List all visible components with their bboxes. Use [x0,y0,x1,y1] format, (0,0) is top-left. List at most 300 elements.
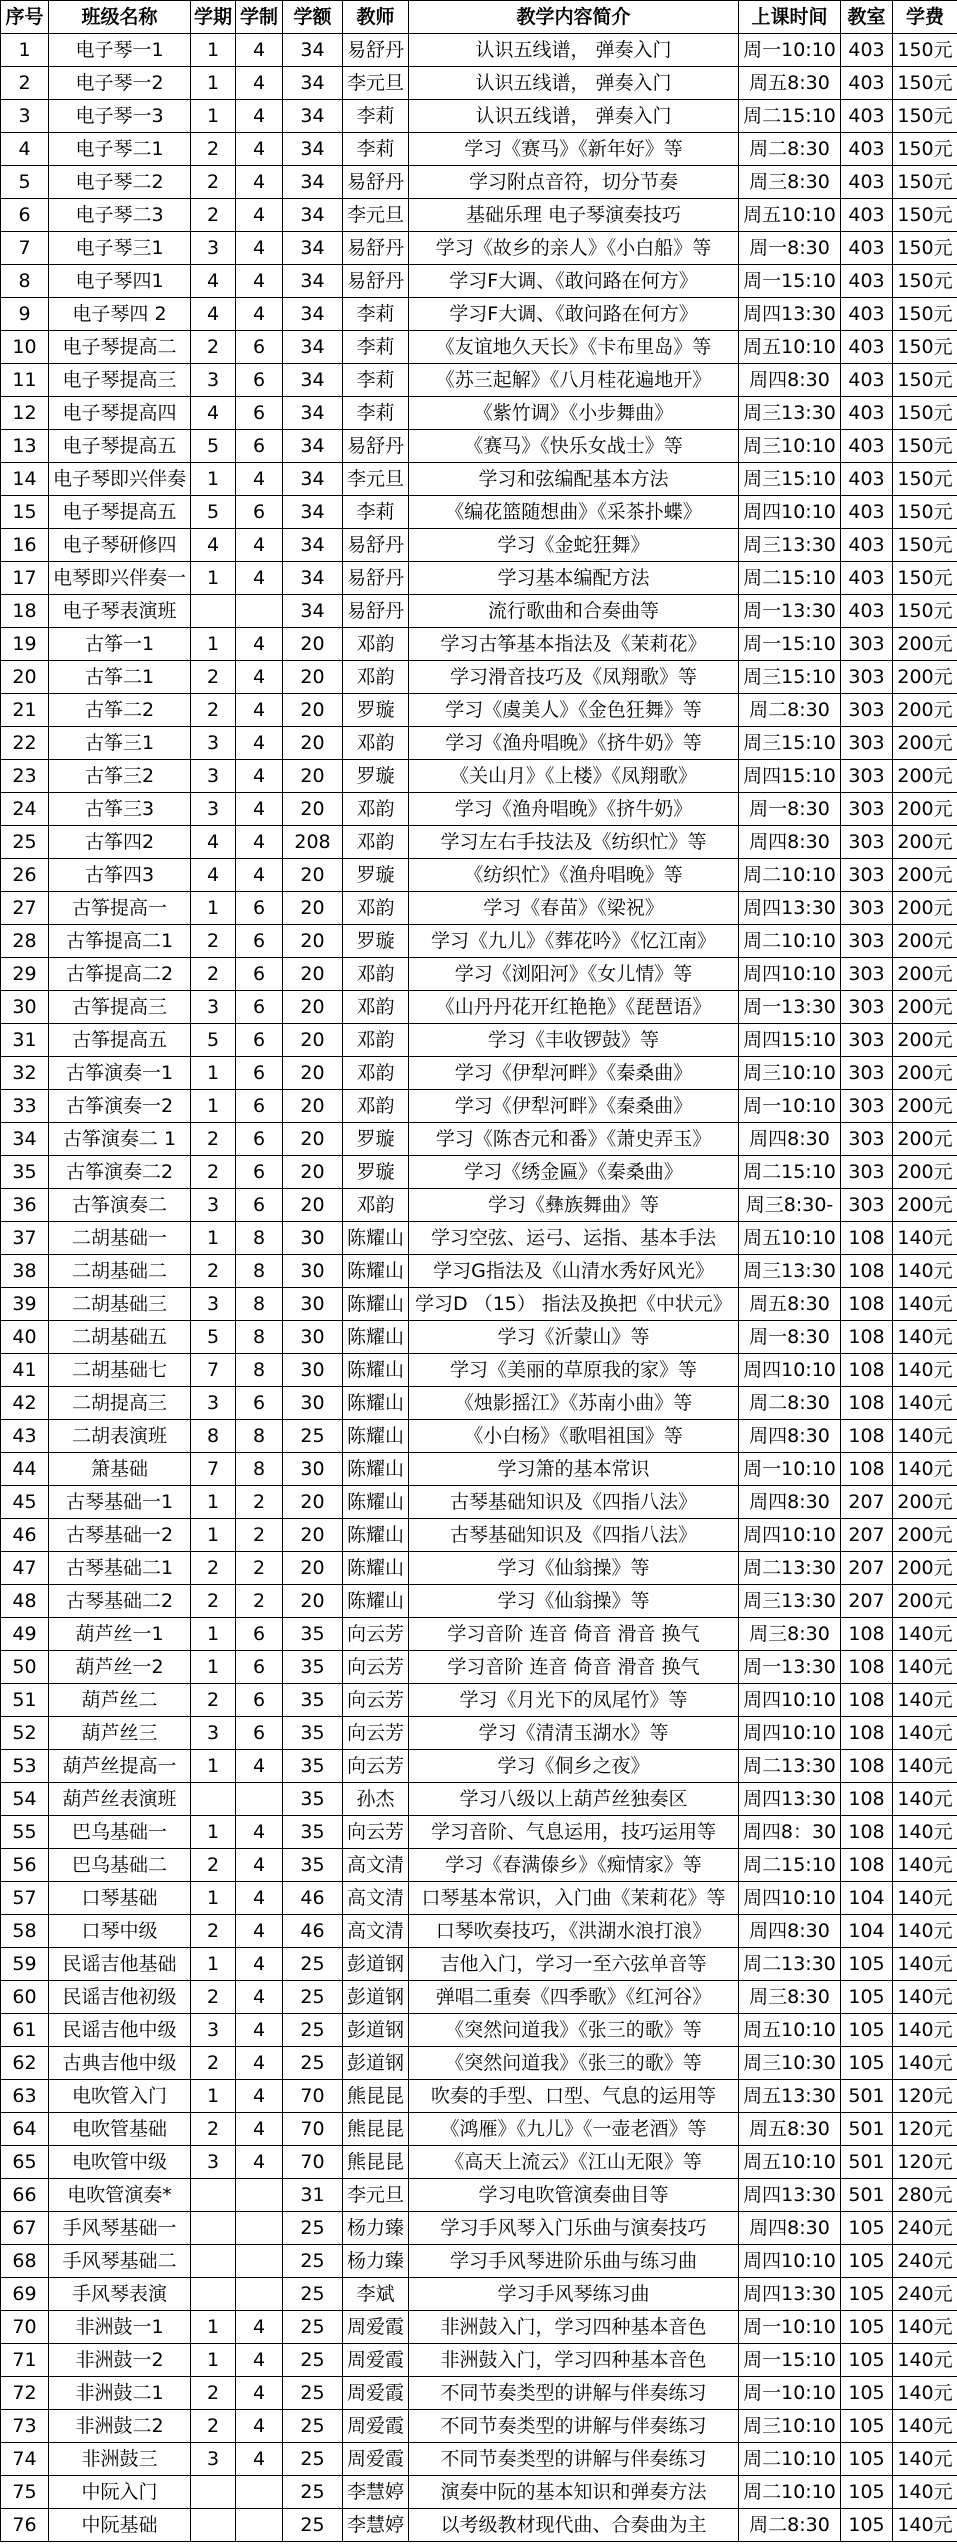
cell-class-name: 古筝三1 [49,727,191,760]
cell-time: 周五10:10 [739,2146,841,2179]
cell-duration: 4 [236,2311,283,2344]
cell-content: 学习F大调、《敢问路在何方》 [409,298,739,331]
cell-duration [236,2476,283,2509]
cell-fee: 150元 [893,265,957,298]
cell-fee: 150元 [893,232,957,265]
cell-duration: 6 [236,892,283,925]
cell-duration [236,2179,283,2212]
cell-fee: 140元 [893,2410,957,2443]
cell-index: 18 [1,595,49,628]
cell-term: 2 [191,331,236,364]
cell-content: 《小白杨》《歌唱祖国》等 [409,1420,739,1453]
cell-capacity: 34 [283,331,343,364]
cell-term: 1 [191,1222,236,1255]
cell-class-name: 古筝提高三 [49,991,191,1024]
cell-class-name: 电子琴二2 [49,166,191,199]
cell-duration [236,595,283,628]
table-row [1,661,957,694]
cell-duration: 6 [236,1651,283,1684]
cell-content: 古琴基础知识及《四指八法》 [409,1486,739,1519]
cell-term: 2 [191,133,236,166]
cell-term [191,2245,236,2278]
table-row [1,2146,957,2179]
cell-room: 403 [841,199,893,232]
table-row [1,199,957,232]
cell-duration: 4 [236,1981,283,2014]
cell-capacity: 34 [283,199,343,232]
cell-fee: 140元 [893,1453,957,1486]
cell-content: 学习基本编配方法 [409,562,739,595]
cell-time: 周五8:30 [739,67,841,100]
cell-teacher: 李莉 [343,298,409,331]
table-row [1,1189,957,1222]
cell-capacity: 20 [283,925,343,958]
cell-duration: 4 [236,67,283,100]
cell-room: 105 [841,2476,893,2509]
cell-capacity: 46 [283,1915,343,1948]
cell-class-name: 古琴基础二2 [49,1585,191,1618]
cell-content: 演奏中阮的基本知识和弹奏方法 [409,2476,739,2509]
cell-fee: 140元 [893,1618,957,1651]
cell-term: 2 [191,2377,236,2410]
cell-content: 口琴基本常识，入门曲《茉莉花》等 [409,1882,739,1915]
cell-term: 1 [191,562,236,595]
cell-duration [236,2212,283,2245]
cell-index: 60 [1,1981,49,2014]
cell-index: 44 [1,1453,49,1486]
cell-term: 4 [191,859,236,892]
cell-content: 学习《赛马》《新年好》等 [409,133,739,166]
cell-time: 周一15:10 [739,2344,841,2377]
cell-fee: 200元 [893,1057,957,1090]
cell-teacher: 李莉 [343,397,409,430]
cell-content: 《突然问道我》《张三的歌》等 [409,2047,739,2080]
cell-room: 108 [841,1849,893,1882]
cell-time: 周三10:10 [739,1057,841,1090]
cell-content: 学习附点音符，切分节奏 [409,166,739,199]
cell-term [191,2212,236,2245]
cell-capacity: 20 [283,760,343,793]
cell-content: 《山丹丹花开红艳艳》《琵琶语》 [409,991,739,1024]
table-row [1,892,957,925]
cell-fee: 200元 [893,694,957,727]
cell-fee: 140元 [893,1222,957,1255]
cell-content: 学习空弦、运弓、运指、基本手法 [409,1222,739,1255]
cell-term: 2 [191,2047,236,2080]
cell-index: 29 [1,958,49,991]
cell-teacher: 罗璇 [343,1156,409,1189]
cell-duration: 4 [236,562,283,595]
cell-class-name: 古筝二2 [49,694,191,727]
cell-capacity: 35 [283,1684,343,1717]
cell-room: 303 [841,1057,893,1090]
cell-duration: 8 [236,1288,283,1321]
table-row [1,2245,957,2278]
cell-room: 105 [841,2410,893,2443]
cell-time: 周二15:10 [739,1156,841,1189]
cell-fee: 150元 [893,331,957,364]
cell-content: 非洲鼓入门，学习四种基本音色 [409,2311,739,2344]
cell-fee: 140元 [893,1915,957,1948]
cell-index: 46 [1,1519,49,1552]
cell-class-name: 非洲鼓三 [49,2443,191,2476]
cell-room: 207 [841,1552,893,1585]
cell-fee: 200元 [893,925,957,958]
cell-content: 学习《渔舟唱晚》《挤牛奶》 [409,793,739,826]
cell-content: 不同节奏类型的讲解与伴奏练习 [409,2443,739,2476]
cell-teacher: 熊昆昆 [343,2080,409,2113]
cell-time: 周三8:30 [739,1981,841,2014]
cell-teacher: 李元旦 [343,67,409,100]
cell-duration: 4 [236,826,283,859]
cell-duration: 2 [236,1486,283,1519]
cell-duration [236,1783,283,1816]
cell-fee: 140元 [893,1882,957,1915]
cell-duration: 4 [236,1948,283,1981]
cell-room: 207 [841,1519,893,1552]
cell-index: 49 [1,1618,49,1651]
cell-term: 2 [191,1255,236,1288]
cell-content: 学习《伊犁河畔》《秦桑曲》 [409,1090,739,1123]
cell-duration: 4 [236,265,283,298]
cell-fee: 150元 [893,463,957,496]
cell-teacher: 杨力臻 [343,2245,409,2278]
cell-index: 62 [1,2047,49,2080]
cell-room: 105 [841,2443,893,2476]
cell-fee: 140元 [893,2311,957,2344]
cell-duration: 4 [236,628,283,661]
cell-content: 学习《陈杏元和番》《萧史弄玉》 [409,1123,739,1156]
cell-fee: 200元 [893,727,957,760]
cell-class-name: 古筝演奏一2 [49,1090,191,1123]
cell-time: 周一8:30 [739,1321,841,1354]
table-row [1,1651,957,1684]
cell-content: 《烛影摇江》《苏南小曲》等 [409,1387,739,1420]
cell-index: 47 [1,1552,49,1585]
cell-index: 4 [1,133,49,166]
cell-term: 8 [191,1420,236,1453]
cell-time: 周四8:30 [739,1123,841,1156]
cell-term: 2 [191,925,236,958]
cell-capacity: 34 [283,100,343,133]
cell-class-name: 电子琴提高五 [49,430,191,463]
cell-duration [236,2245,283,2278]
cell-time: 周一15:10 [739,265,841,298]
cell-time: 周二10:10 [739,925,841,958]
cell-capacity: 25 [283,2410,343,2443]
cell-teacher: 邓韵 [343,958,409,991]
cell-room: 108 [841,1651,893,1684]
cell-room: 403 [841,364,893,397]
cell-class-name: 古筝演奏二 [49,1189,191,1222]
cell-content: 弹唱二重奏《四季歌》《红河谷》 [409,1981,739,2014]
cell-teacher: 罗璇 [343,694,409,727]
table-row [1,958,957,991]
cell-index: 64 [1,2113,49,2146]
cell-teacher: 熊昆昆 [343,2146,409,2179]
cell-room: 108 [841,1321,893,1354]
header-row [1,1,957,34]
cell-room: 303 [841,1156,893,1189]
cell-room: 403 [841,100,893,133]
cell-fee: 200元 [893,1486,957,1519]
cell-duration: 4 [236,2410,283,2443]
cell-time: 周四10:10 [739,1684,841,1717]
table-row [1,1222,957,1255]
cell-term [191,2509,236,2542]
cell-term: 2 [191,958,236,991]
cell-time: 周四13:30 [739,892,841,925]
cell-term: 4 [191,826,236,859]
cell-index: 76 [1,2509,49,2542]
cell-class-name: 古琴基础一2 [49,1519,191,1552]
cell-duration: 6 [236,1090,283,1123]
cell-room: 108 [841,1816,893,1849]
cell-time: 周三10:10 [739,430,841,463]
cell-fee: 140元 [893,1981,957,2014]
cell-term: 2 [191,1684,236,1717]
cell-duration: 6 [236,1717,283,1750]
cell-capacity: 20 [283,892,343,925]
cell-index: 70 [1,2311,49,2344]
cell-content: 学习《丰收锣鼓》等 [409,1024,739,1057]
cell-term: 5 [191,430,236,463]
cell-fee: 150元 [893,67,957,100]
cell-content: 《鸿雁》《九儿》《一壶老酒》等 [409,2113,739,2146]
cell-class-name: 葫芦丝表演班 [49,1783,191,1816]
cell-index: 33 [1,1090,49,1123]
cell-capacity: 25 [283,1948,343,1981]
cell-term: 1 [191,1882,236,1915]
cell-time: 周四10:10 [739,958,841,991]
cell-fee: 150元 [893,199,957,232]
cell-fee: 240元 [893,2278,957,2311]
table-row [1,2080,957,2113]
table-row [1,1783,957,1816]
cell-time: 周五13:30 [739,2080,841,2113]
cell-index: 26 [1,859,49,892]
header-term: 学期 [191,1,236,34]
cell-term [191,2278,236,2311]
cell-capacity: 25 [283,2311,343,2344]
cell-class-name: 古筝提高一 [49,892,191,925]
cell-time: 周一13:30 [739,1651,841,1684]
cell-class-name: 古筝提高二1 [49,925,191,958]
cell-capacity: 25 [283,2476,343,2509]
cell-teacher: 邓韵 [343,892,409,925]
cell-time: 周二13:30 [739,1750,841,1783]
cell-teacher: 周爱霞 [343,2344,409,2377]
cell-duration: 4 [236,2080,283,2113]
cell-time: 周四13:30 [739,2179,841,2212]
cell-teacher: 罗璇 [343,760,409,793]
cell-term: 2 [191,2410,236,2443]
cell-room: 403 [841,562,893,595]
cell-index: 63 [1,2080,49,2113]
cell-content: 学习《春满傣乡》《痴情家》等 [409,1849,739,1882]
cell-room: 303 [841,1024,893,1057]
cell-time: 周四15:10 [739,1024,841,1057]
cell-class-name: 古筝演奏二2 [49,1156,191,1189]
cell-class-name: 电子琴二3 [49,199,191,232]
cell-capacity: 34 [283,463,343,496]
cell-time: 周一10:10 [739,1090,841,1123]
cell-capacity: 34 [283,298,343,331]
cell-capacity: 35 [283,1618,343,1651]
cell-teacher: 陈耀山 [343,1552,409,1585]
cell-index: 1 [1,34,49,67]
cell-class-name: 古筝一1 [49,628,191,661]
cell-room: 303 [841,1123,893,1156]
cell-class-name: 中阮基础 [49,2509,191,2542]
cell-teacher: 易舒丹 [343,529,409,562]
cell-capacity: 20 [283,694,343,727]
cell-teacher: 邓韵 [343,793,409,826]
cell-index: 55 [1,1816,49,1849]
cell-term [191,2476,236,2509]
cell-fee: 200元 [893,760,957,793]
cell-index: 17 [1,562,49,595]
cell-teacher: 易舒丹 [343,265,409,298]
cell-duration: 4 [236,727,283,760]
cell-class-name: 二胡基础三 [49,1288,191,1321]
cell-capacity: 34 [283,232,343,265]
cell-duration: 4 [236,133,283,166]
cell-time: 周四8：30 [739,1816,841,1849]
cell-time: 周五10:10 [739,1222,841,1255]
cell-duration: 8 [236,1354,283,1387]
cell-term: 1 [191,2311,236,2344]
cell-room: 303 [841,793,893,826]
cell-time: 周二8:30 [739,694,841,727]
cell-capacity: 34 [283,529,343,562]
cell-fee: 140元 [893,1420,957,1453]
cell-teacher: 彭道钢 [343,2047,409,2080]
cell-room: 403 [841,496,893,529]
cell-room: 303 [841,826,893,859]
cell-capacity: 34 [283,364,343,397]
cell-index: 25 [1,826,49,859]
cell-class-name: 巴乌基础二 [49,1849,191,1882]
cell-content: 认识五线谱， 弹奏入门 [409,34,739,67]
cell-class-name: 中阮入门 [49,2476,191,2509]
table-row [1,2047,957,2080]
cell-capacity: 30 [283,1222,343,1255]
cell-room: 104 [841,1882,893,1915]
cell-teacher: 罗璇 [343,925,409,958]
table-row [1,2344,957,2377]
cell-content: 《高天上流云》《江山无限》等 [409,2146,739,2179]
cell-content: 吉他入门，学习一至六弦单音等 [409,1948,739,1981]
cell-room: 303 [841,958,893,991]
cell-duration [236,2278,283,2311]
cell-term: 4 [191,298,236,331]
cell-term: 4 [191,529,236,562]
cell-fee: 140元 [893,2344,957,2377]
cell-room: 108 [841,1255,893,1288]
cell-class-name: 二胡表演班 [49,1420,191,1453]
cell-content: 学习《清清玉湖水》等 [409,1717,739,1750]
cell-class-name: 手风琴基础二 [49,2245,191,2278]
cell-time: 周三8:30 [739,166,841,199]
cell-fee: 140元 [893,2476,957,2509]
cell-content: 古琴基础知识及《四指八法》 [409,1519,739,1552]
cell-term: 5 [191,1321,236,1354]
cell-content: 《赛马》《快乐女战士》等 [409,430,739,463]
cell-class-name: 非洲鼓一2 [49,2344,191,2377]
cell-term: 2 [191,1552,236,1585]
cell-term: 1 [191,2344,236,2377]
cell-term: 1 [191,1948,236,1981]
cell-content: 学习和弦编配基本方法 [409,463,739,496]
cell-time: 周四8:30 [739,1915,841,1948]
cell-room: 403 [841,67,893,100]
table-row [1,1288,957,1321]
cell-teacher: 周爱霞 [343,2311,409,2344]
cell-index: 38 [1,1255,49,1288]
cell-content: 学习古筝基本指法及《茉莉花》 [409,628,739,661]
cell-fee: 200元 [893,661,957,694]
cell-term: 2 [191,2113,236,2146]
cell-class-name: 葫芦丝提高一 [49,1750,191,1783]
cell-content: 不同节奏类型的讲解与伴奏练习 [409,2377,739,2410]
cell-capacity: 34 [283,34,343,67]
cell-capacity: 34 [283,133,343,166]
cell-teacher: 陈耀山 [343,1354,409,1387]
cell-term: 2 [191,1156,236,1189]
cell-class-name: 电吹管入门 [49,2080,191,2113]
table-row [1,298,957,331]
cell-time: 周一10:10 [739,2311,841,2344]
cell-term: 1 [191,1816,236,1849]
table-row [1,1057,957,1090]
cell-fee: 150元 [893,100,957,133]
cell-teacher: 李斌 [343,2278,409,2311]
cell-room: 108 [841,1684,893,1717]
cell-fee: 140元 [893,1849,957,1882]
cell-capacity: 25 [283,2245,343,2278]
cell-time: 周二8:30 [739,133,841,166]
cell-time: 周四10:10 [739,1717,841,1750]
cell-class-name: 电子琴提高二 [49,331,191,364]
cell-room: 403 [841,397,893,430]
cell-index: 19 [1,628,49,661]
cell-time: 周五10:10 [739,199,841,232]
cell-class-name: 葫芦丝一1 [49,1618,191,1651]
cell-fee: 280元 [893,2179,957,2212]
cell-teacher: 李莉 [343,100,409,133]
cell-capacity: 20 [283,1189,343,1222]
cell-duration: 4 [236,2113,283,2146]
cell-content: 学习电吹管演奏曲目等 [409,2179,739,2212]
cell-content: 学习《沂蒙山》等 [409,1321,739,1354]
cell-room: 303 [841,1189,893,1222]
cell-room: 403 [841,529,893,562]
cell-class-name: 巴乌基础一 [49,1816,191,1849]
cell-index: 36 [1,1189,49,1222]
cell-class-name: 葫芦丝二 [49,1684,191,1717]
cell-class-name: 二胡基础二 [49,1255,191,1288]
cell-class-name: 电子琴一1 [49,34,191,67]
cell-index: 68 [1,2245,49,2278]
cell-fee: 140元 [893,2014,957,2047]
cell-room: 403 [841,463,893,496]
cell-content: 学习《仙翁操》等 [409,1585,739,1618]
cell-class-name: 古筝演奏一1 [49,1057,191,1090]
cell-fee: 200元 [893,1123,957,1156]
cell-teacher: 陈耀山 [343,1288,409,1321]
cell-index: 43 [1,1420,49,1453]
